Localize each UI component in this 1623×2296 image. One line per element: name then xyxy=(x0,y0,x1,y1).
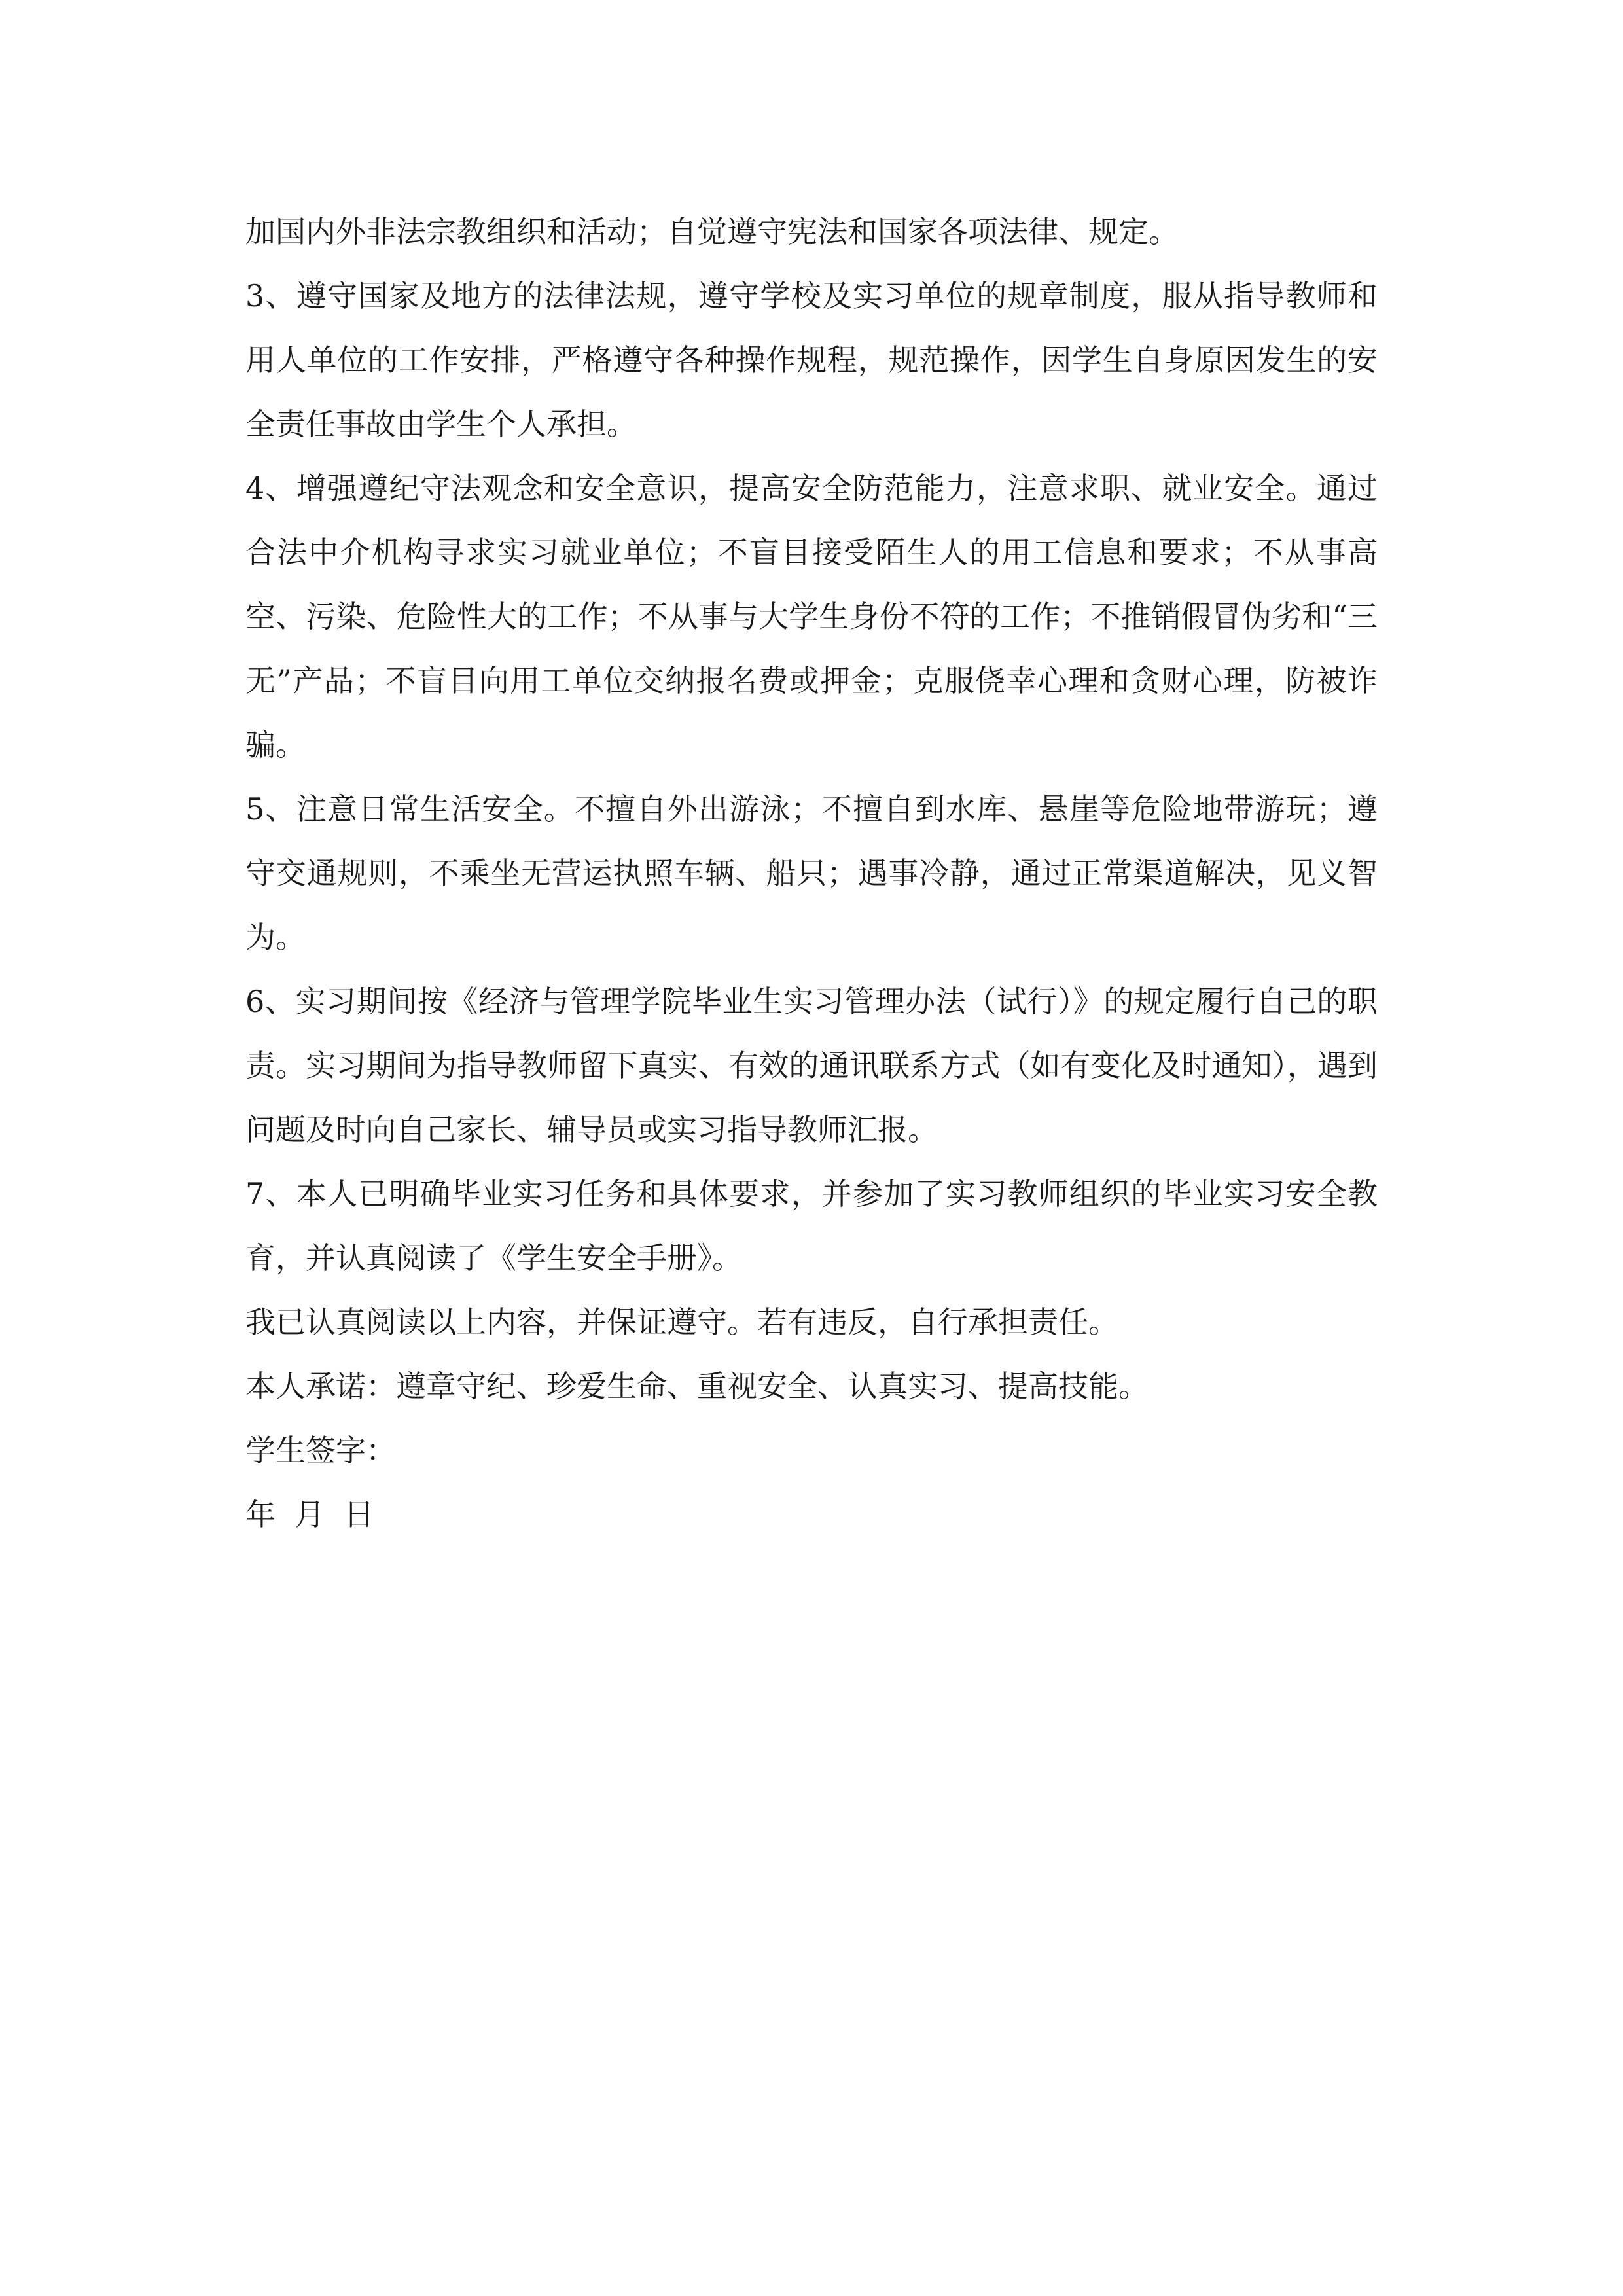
paragraph-item-6: 6、实习期间按《经济与管理学院毕业生实习管理办法（试行）》的规定履行自己的职责。实习期间为指导教师留下真实、有效的通讯联系方式（如有变化及时通知），遇到问题及时向自己家长、辅导员或实习指导教师汇报。 xyxy=(245,984,1378,1147)
paragraph-pledge: 本人承诺：遵章守纪、珍爱生命、重视安全、认真实习、提高技能。 xyxy=(245,1369,1149,1404)
paragraph-item-5: 5、注意日常生活安全。不擅自外出游泳；不擅自到水库、悬崖等危险地带游玩；遵守交通规则，不乘坐无营运执照车辆、船只；遇事冷静，通过正常渠道解决，见义智为。 xyxy=(245,791,1378,955)
paragraph-continuation: 加国内外非法宗教组织和活动；自觉遵守宪法和国家各项法律、规定。 xyxy=(245,214,1179,249)
paragraph-item-3: 3、遵守国家及地方的法律法规，遵守学校及实习单位的规章制度，服从指导教师和用人单位的工作安排，严格遵守各种操作规程，规范操作，因学生自身原因发生的安全责任事故由学生个人承担。 xyxy=(245,278,1378,442)
date-label: 年 月 日 xyxy=(245,1497,374,1532)
paragraph-item-4: 4、增强遵纪守法观念和安全意识，提高安全防范能力，注意求职、就业安全。通过合法中介机构寻求实习就业单位；不盲目接受陌生人的用工信息和要求；不从事高空、污染、危险性大的工作；不从事与大学生身份不符的工作；不推销假冒伪劣和“三无”产品；不盲目向用工单位交纳报名费或押金；克服侥幸心理和贪财心理，防被诈骗。 xyxy=(245,471,1378,762)
signature-label: 学生签字： xyxy=(245,1433,396,1468)
document-body xyxy=(245,200,1378,1547)
paragraph-item-7: 7、本人已明确毕业实习任务和具体要求，并参加了实习教师组织的毕业实习安全教育，并认真阅读了《学生安全手册》。 xyxy=(245,1176,1378,1276)
paragraph-acknowledgement: 我已认真阅读以上内容，并保证遵守。若有违反，自行承担责任。 xyxy=(245,1304,1118,1340)
